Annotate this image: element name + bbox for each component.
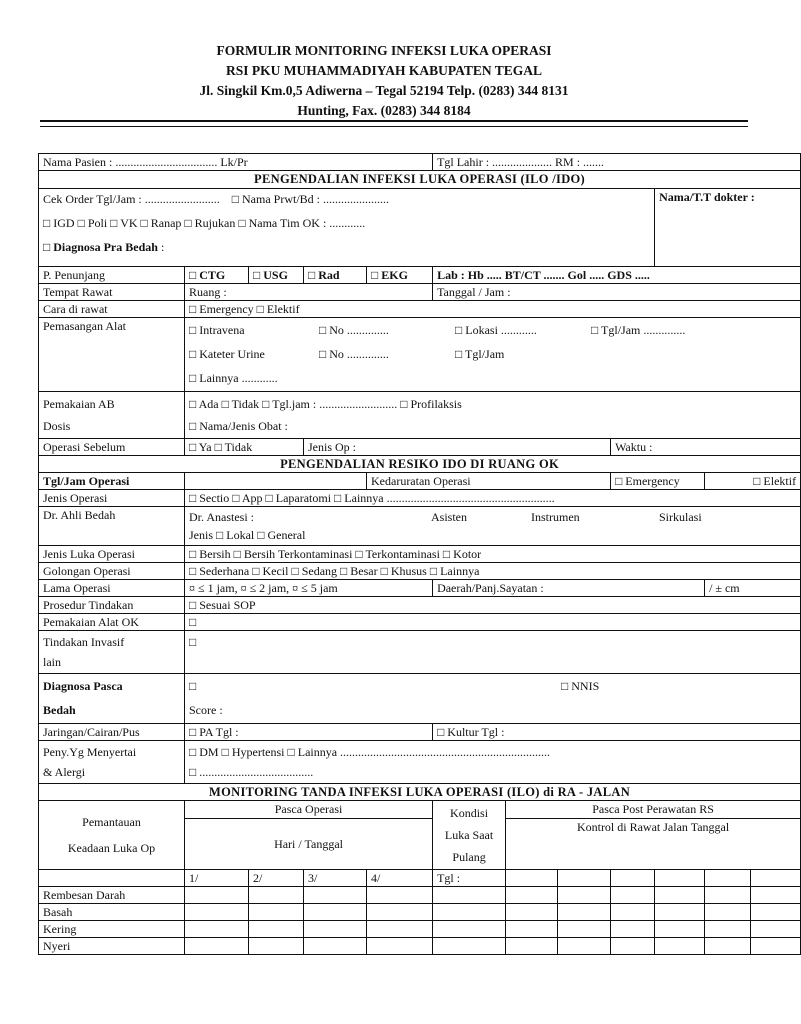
cara-rawat-options[interactable]: □ Emergency □ Elektif [185,301,801,318]
jaringan-label: Jaringan/Cairan/Pus [39,724,185,741]
birthdate-rm-field[interactable]: Tgl Lahir : .................... RM : ....... [433,154,801,171]
kontrol-cell-1[interactable] [506,870,558,887]
monitoring-cell[interactable] [185,904,249,921]
pa-field[interactable]: □ PA Tgl : [185,724,433,741]
day-2-header[interactable]: 2/ [249,870,304,887]
lama-operasi-options[interactable]: ¤ ≤ 1 jam, ¤ ≤ 2 jam, ¤ ≤ 5 jam [185,580,433,597]
monitoring-cell[interactable] [506,921,558,938]
penyakit-menyertai-label: Peny.Yg Menyertai [43,745,137,759]
hospital-phone: Hunting, Fax. (0283) 344 8184 [297,103,471,118]
jenis-operasi-label: Jenis Operasi [39,490,185,507]
tgljam-field-1[interactable]: □ Tgl/Jam .............. [591,323,686,337]
monitoring-cell[interactable] [506,887,558,904]
monitoring-row-label: Rembesan Darah [39,887,185,904]
pemakaian-ab-row [39,392,801,439]
ekg-checkbox[interactable]: □ EKG [367,267,433,284]
monitoring-cell[interactable] [705,887,751,904]
keadaan-luka-label: Keadaan Luka Op [67,841,156,855]
cara-rawat-label: Cara di rawat [39,301,185,318]
monitoring-header-row [39,801,801,819]
pulang-header: Pulang [452,850,486,864]
jenis-luka-label: Jenis Luka Operasi [39,546,185,563]
jenis-operasi-options[interactable]: □ Sectio □ App □ Laparatomi □ Lainnya ........................................................ [185,490,801,507]
monitoring-cell[interactable] [367,921,433,938]
nama-perawat-field[interactable]: □ Nama Prwt/Bd : ...................... [231,192,390,206]
elektif-checkbox[interactable]: □ Elektif [705,473,801,490]
monitoring-cell[interactable] [558,904,611,921]
tgl-jam-operasi-field[interactable] [185,473,367,490]
nnis-checkbox[interactable]: □ NNIS [561,679,600,693]
penunjang-label: P. Penunjang [39,267,185,284]
monitoring-cell[interactable] [751,938,801,955]
ruang-field[interactable]: Ruang : [185,284,433,301]
tanggal-jam-field[interactable]: Tanggal / Jam : [433,284,801,301]
monitoring-cell[interactable] [751,921,801,938]
penyakit-options[interactable]: □ DM □ Hypertensi □ Lainnya ...................................................................... [189,745,551,759]
tempat-rawat-row [39,284,801,301]
kultur-field[interactable]: □ Kultur Tgl : [433,724,801,741]
kontrol-cell-2[interactable] [558,870,611,887]
instrumen-field[interactable]: Instrumen [531,510,580,524]
monitoring-cell[interactable] [506,938,558,955]
monitoring-cell[interactable] [304,938,367,955]
monitoring-cell[interactable] [185,938,249,955]
lama-operasi-row [39,580,801,597]
header-divider [40,120,748,122]
monitoring-cell[interactable] [433,938,506,955]
sirkulasi-field[interactable]: Sirkulasi [659,510,702,524]
monitoring-cell[interactable] [249,887,304,904]
luka-saat-header: Luka Saat [444,828,494,842]
cara-rawat-row [39,301,801,318]
monitoring-cell[interactable] [655,921,705,938]
monitoring-row [39,938,801,955]
monitoring-row [39,921,801,938]
penyakit-row [39,741,801,784]
monitoring-cell[interactable] [558,887,611,904]
monitoring-cell[interactable] [367,904,433,921]
monitoring-form-table [38,153,801,955]
alergi-label: & Alergi [43,765,86,779]
kontrol-header: Kontrol di Rawat Jalan Tanggal [506,818,801,870]
kondisi-header: Kondisi [450,806,489,820]
patient-row [39,154,801,171]
pasca-operasi-header: Pasca Operasi [185,801,433,819]
monitoring-cell[interactable] [751,904,801,921]
monitoring-cell[interactable] [558,921,611,938]
kedaruratan-label: Kedaruratan Operasi [367,473,611,490]
tgljam-field-2[interactable]: □ Tgl/Jam [455,347,505,361]
pemasangan-alat-row [39,318,801,392]
alat-ok-row [39,614,801,631]
pemasangan-alat-label: Pemasangan Alat [39,318,185,392]
monitoring-cell[interactable] [367,938,433,955]
waktu-field[interactable]: Waktu : [611,439,801,456]
monitoring-cell[interactable] [304,921,367,938]
monitoring-cell[interactable] [558,938,611,955]
ctg-checkbox[interactable]: □ CTG [185,267,249,284]
diagnosa-pasca-label: Diagnosa Pasca [43,679,123,693]
kontrol-cell-6[interactable] [751,870,801,887]
ya-tidak-options[interactable]: □ Ya □ Tidak [185,439,304,456]
lab-field[interactable]: Lab : Hb ..... BT/CT ....... Gol ..... GDS ..... [433,267,801,284]
nama-obat-field[interactable]: □ Nama/Jenis Obat : [189,419,288,433]
golongan-options[interactable]: □ Sederhana □ Kecil □ Sedang □ Besar □ Khusus □ Lainnya [185,563,801,580]
diagnosa-pasca-row [39,674,801,724]
no-field-1[interactable]: □ No .............. [319,323,389,337]
day-1-header[interactable]: 1/ [185,870,249,887]
pasca-post-header: Pasca Post Perawatan RS [506,801,801,819]
penunjang-row [39,267,801,284]
order-row [39,189,801,267]
hari-tanggal-header: Hari / Tanggal [185,818,433,870]
diagnosa-pasca-checkbox[interactable]: □ [189,679,197,693]
monitoring-cell[interactable] [506,904,558,921]
monitoring-cell[interactable] [611,938,655,955]
tim-operasi-row [39,507,801,546]
ab-options[interactable]: □ Ada □ Tidak □ Tgl.jam : .......................... □ Profilaksis [189,397,462,411]
monitoring-cell[interactable] [185,921,249,938]
monitoring-cell[interactable] [655,887,705,904]
sesuai-sop-checkbox[interactable]: □ Sesuai SOP [185,597,801,614]
day-header-empty [39,870,185,887]
tindakan-invasif-row [39,631,801,674]
monitoring-cell[interactable] [611,921,655,938]
monitoring-row [39,904,801,921]
patient-name-field[interactable]: Nama Pasien : .................................. Lk/Pr [39,154,433,171]
alat-ok-label: Pemakaian Alat OK [39,614,185,631]
tindakan-invasif-label: Tindakan Invasif [43,635,125,649]
pemantauan-label: Pemantauan [82,815,141,829]
asisten-field[interactable]: Asisten [431,510,467,524]
nama-dokter-field[interactable]: Nama/T.T dokter : [655,189,801,267]
emergency-checkbox[interactable]: □ Emergency [611,473,705,490]
jenis-luka-row [39,546,801,563]
section-resiko-title: PENGENDALIAN RESIKO IDO DI RUANG OK [39,456,801,473]
monitoring-cell[interactable] [304,904,367,921]
golongan-label: Golongan Operasi [39,563,185,580]
monitoring-row-label: Nyeri [39,938,185,955]
monitoring-cell[interactable] [705,904,751,921]
day-3-header[interactable]: 3/ [304,870,367,887]
operasi-sebelum-label: Operasi Sebelum [39,439,185,456]
monitoring-rows [39,887,801,955]
diagnosa-pasca-label-2: Bedah [43,703,76,717]
kontrol-cell-3[interactable] [611,870,655,887]
pemakaian-ab-label: Pemakaian AB [43,397,115,411]
monitoring-cell[interactable] [185,887,249,904]
header-divider-thin [40,126,748,127]
usg-checkbox[interactable]: □ USG [249,267,304,284]
cek-order-field[interactable]: Cek Order Tgl/Jam : ......................... [43,192,220,206]
monitoring-cell[interactable] [249,921,304,938]
monitoring-cell[interactable] [655,938,705,955]
kontrol-cell-5[interactable] [705,870,751,887]
golongan-row [39,563,801,580]
monitoring-cell[interactable] [433,887,506,904]
jenis-op-field[interactable]: Jenis Op : [304,439,611,456]
section-ilo-title: PENGENDALIAN INFEKSI LUKA OPERASI (ILO /IDO) [39,171,801,189]
tgl-header[interactable]: Tgl : [433,870,506,887]
lainnya-alat-field[interactable]: □ Lainnya ............ [189,371,278,385]
unit-options[interactable]: □ IGD □ Poli □ VK □ Ranap □ Rujukan □ Nama Tim OK : ............ [43,216,366,230]
no-field-2[interactable]: □ No .............. [319,347,389,361]
tindakan-invasif-checkbox[interactable]: □ [185,631,801,674]
monitoring-row-label: Basah [39,904,185,921]
score-field[interactable]: Score : [189,703,223,717]
diagnosa-pra-bedah-label[interactable]: □ Diagnosa Pra Bedah [43,240,158,254]
tgl-jam-operasi-row [39,473,801,490]
alat-ok-checkbox[interactable]: □ [185,614,801,631]
section-monitoring-title: MONITORING TANDA INFEKSI LUKA OPERASI (ILO) di RA - JALAN [39,784,801,801]
jenis-operasi-row [39,490,801,507]
jenis-luka-options[interactable]: □ Bersih □ Bersih Terkontaminasi □ Terkontaminasi □ Kotor [185,546,801,563]
tgl-jam-operasi-label: Tgl/Jam Operasi [39,473,185,490]
monitoring-cell[interactable] [705,921,751,938]
kontrol-cell-4[interactable] [655,870,705,887]
day-4-header[interactable]: 4/ [367,870,433,887]
kateter-urine-checkbox[interactable]: □ Kateter Urine [189,347,265,361]
dr-ahli-bedah-label[interactable]: Dr. Ahli Bedah [39,507,185,546]
sayatan-cm-field[interactable]: / ± cm [705,580,801,597]
monitoring-cell[interactable] [249,904,304,921]
monitoring-row-label: Kering [39,921,185,938]
tempat-rawat-label: Tempat Rawat [39,284,185,301]
prosedur-row [39,597,801,614]
day-header-row [39,870,801,887]
jaringan-row [39,724,801,741]
monitoring-cell[interactable] [705,938,751,955]
monitoring-cell[interactable] [611,887,655,904]
diagnosa-pra-colon: : [157,240,165,254]
monitoring-cell[interactable] [304,887,367,904]
daerah-sayatan-field[interactable]: Daerah/Panj.Sayatan : [433,580,705,597]
lama-operasi-label: Lama Operasi [39,580,185,597]
alergi-field[interactable]: □ ...................................... [189,765,314,779]
monitoring-row [39,887,801,904]
operasi-sebelum-row [39,439,801,456]
monitoring-cell[interactable] [433,904,506,921]
tindakan-invasif-label-2: lain [43,655,61,669]
prosedur-label: Prosedur Tindakan [39,597,185,614]
monitoring-cell[interactable] [433,921,506,938]
rad-checkbox[interactable]: □ Rad [304,267,367,284]
hospital-name: RSI PKU MUHAMMADIYAH KABUPATEN TEGAL [225,63,543,78]
lokasi-field[interactable]: □ Lokasi ............ [455,323,537,337]
form-title: FORMULIR MONITORING INFEKSI LUKA OPERASI [216,43,552,58]
dosis-label: Dosis [43,419,71,433]
monitoring-cell[interactable] [367,887,433,904]
monitoring-cell[interactable] [751,887,801,904]
intravena-checkbox[interactable]: □ Intravena [189,323,245,337]
monitoring-cell[interactable] [655,904,705,921]
monitoring-cell[interactable] [249,938,304,955]
jenis-anastesi-options[interactable]: Jenis □ Lokal □ General [189,528,306,542]
dr-anastesi-field[interactable]: Dr. Anastesi : [189,510,254,524]
monitoring-cell[interactable] [611,904,655,921]
hospital-address: Jl. Singkil Km.0,5 Adiwerna – Tegal 52194 Telp. (0283) 344 8131 [199,83,569,98]
